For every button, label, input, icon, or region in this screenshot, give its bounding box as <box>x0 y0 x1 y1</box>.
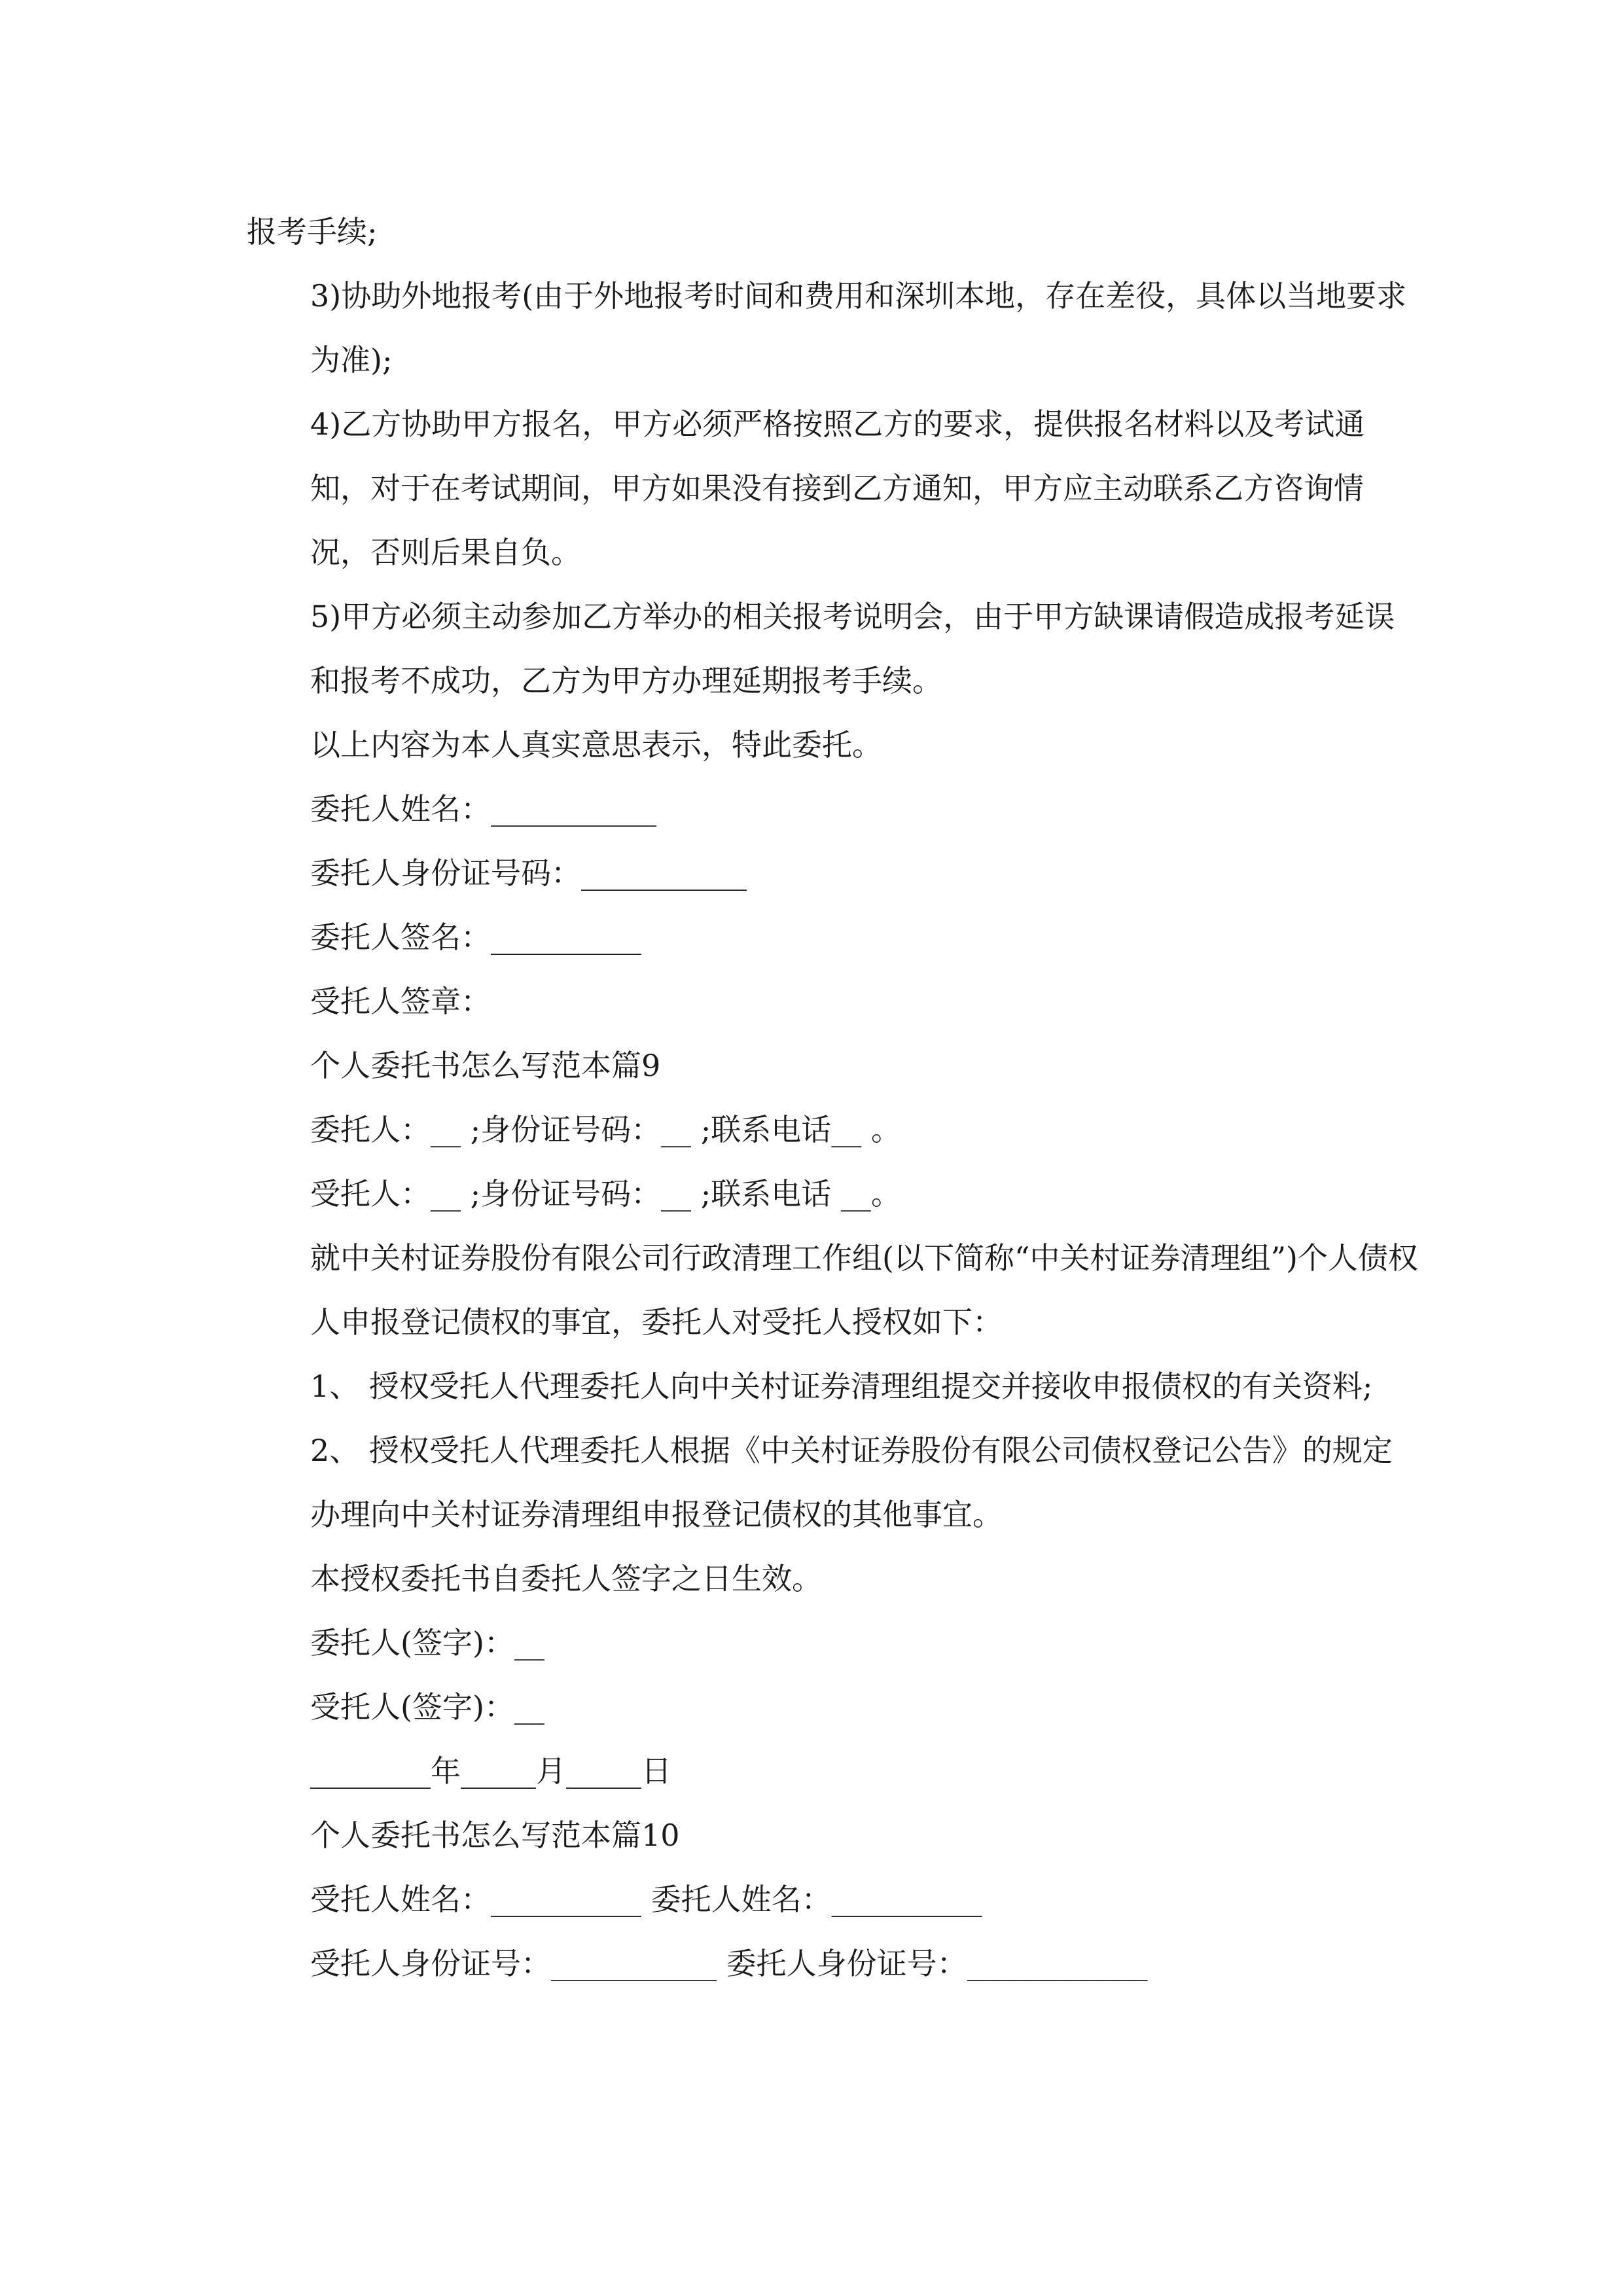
field-principal-sign: 委托人(签字)：__ <box>310 1625 544 1660</box>
document-body <box>247 200 1418 1996</box>
paragraph-authorization-2: 2、 授权受托人代理委托人根据《中关村证券股份有限公司债权登记公告》的规定办理向中关村证券清理组申报登记债权的其他事宜。 <box>310 1433 1393 1532</box>
field-principal-signature: 委托人签名：__________ <box>310 920 641 955</box>
field-agent-seal: 受托人签章： <box>310 984 491 1019</box>
field-agent-sign: 受托人(签字)：__ <box>310 1689 544 1725</box>
paragraph-declaration: 以上内容为本人真实意思表示，特此委托。 <box>310 727 882 762</box>
field-date: ________年_____月_____日 <box>310 1753 671 1789</box>
paragraph-item-3: 3)协助外地报考(由于外地报考时间和费用和深圳本地，存在差役，具体以当地要求为准); <box>310 278 1407 378</box>
field-principal-id: 委托人身份证号码：___________ <box>310 855 747 891</box>
field-names-row: 受托人姓名：__________ 委托人姓名：__________ <box>310 1882 982 1917</box>
paragraph-continuation: 报考手续; <box>247 214 378 249</box>
paragraph-effective: 本授权委托书自委托人签字之日生效。 <box>310 1561 822 1596</box>
paragraph-authorization-intro: 就中关村证券股份有限公司行政清理工作组(以下简称“中关村证券清理组”)个人债权人申报登记债权的事宜，委托人对受托人授权如下： <box>310 1240 1418 1340</box>
paragraph-item-5: 5)甲方必须主动参加乙方举办的相关报考说明会，由于甲方缺课请假造成报考延误和报考不成功，乙方为甲方办理延期报考手续。 <box>310 599 1395 698</box>
field-principal-info: 委托人：__ ;身份证号码：__ ;联系电话__ 。 <box>310 1112 901 1147</box>
section-heading-9: 个人委托书怎么写范本篇9 <box>310 1048 661 1083</box>
field-agent-info: 受托人：__ ;身份证号码：__ ;联系电话 __。 <box>310 1176 901 1211</box>
field-ids-row: 受托人身份证号：___________ 委托人身份证号：____________ <box>310 1946 1148 1981</box>
paragraph-authorization-1: 1、 授权受托人代理委托人向中关村证券清理组提交并接收申报债权的有关资料; <box>310 1369 1373 1404</box>
section-heading-10: 个人委托书怎么写范本篇10 <box>310 1818 680 1853</box>
field-principal-name: 委托人姓名：___________ <box>310 791 656 827</box>
paragraph-item-4: 4)乙方协助甲方报名，甲方必须严格按照乙方的要求，提供报名材料以及考试通知，对于在考试期间，甲方如果没有接到乙方通知，甲方应主动联系乙方咨询情况，否则后果自负。 <box>310 406 1365 570</box>
